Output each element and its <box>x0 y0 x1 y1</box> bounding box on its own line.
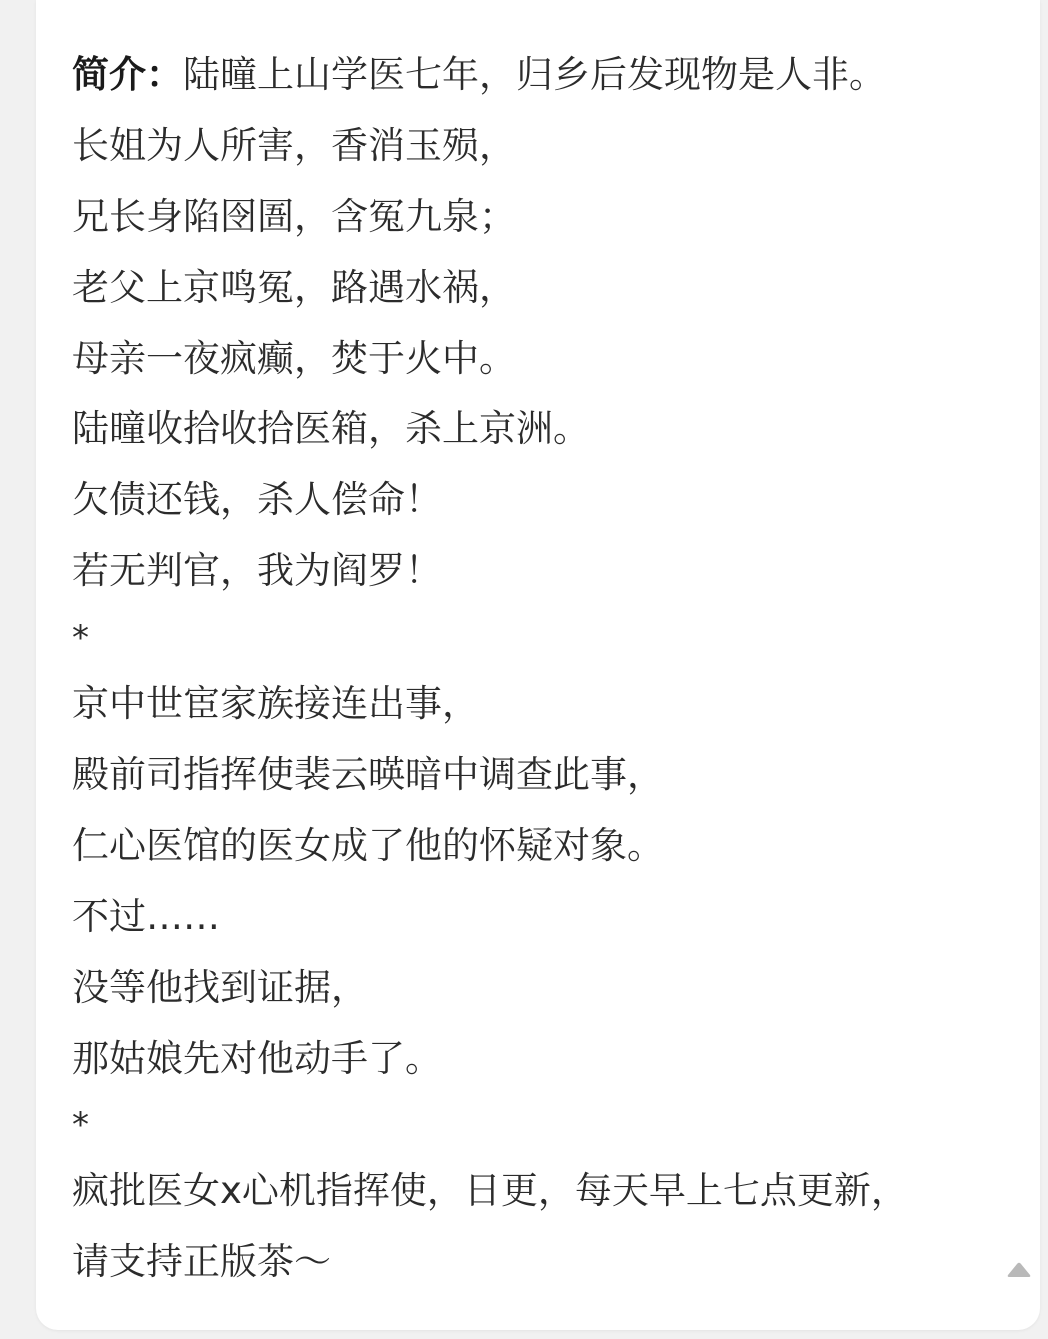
synopsis-line: 老父上京鸣冤，路遇水祸， <box>72 265 516 309</box>
section-separator: * <box>72 1105 89 1146</box>
synopsis-label: 简介： <box>72 53 183 96</box>
section-separator: * <box>72 618 89 659</box>
synopsis-line: 长姐为人所害，香消玉殒， <box>72 123 516 167</box>
synopsis-line: 没等他找到证据， <box>72 965 368 1009</box>
synopsis-line: 那姑娘先对他动手了。 <box>72 1036 442 1080</box>
synopsis-line: 不过…… <box>72 894 220 938</box>
synopsis-line: 疯批医女x心机指挥使，日更，每天早上七点更新， <box>72 1169 908 1213</box>
caret-up-icon <box>1004 1258 1034 1280</box>
synopsis-line: 仁心医馆的医女成了他的怀疑对象。 <box>72 823 664 867</box>
synopsis-first-line <box>72 40 1022 111</box>
synopsis-line: 京中世宦家族接连出事， <box>72 682 479 726</box>
synopsis-line: 殿前司指挥使裴云暎暗中调查此事， <box>72 753 664 797</box>
synopsis-line: 若无判官，我为阎罗！ <box>72 549 442 593</box>
synopsis-line: 请支持正版茶～ <box>72 1240 331 1284</box>
collapse-button[interactable] <box>1004 1258 1034 1280</box>
synopsis-intro: 陆曈上山学医七年，归乡后发现物是人非。 <box>183 53 886 96</box>
synopsis-line: 母亲一夜疯癫，焚于火中。 <box>72 336 516 380</box>
synopsis-line: 兄长身陷囹圄，含冤九泉； <box>72 194 516 238</box>
synopsis-text <box>72 40 1022 1298</box>
synopsis-line: 陆曈收拾收拾医箱，杀上京洲。 <box>72 407 590 451</box>
synopsis-line: 欠债还钱，杀人偿命！ <box>72 478 442 522</box>
synopsis-card <box>36 0 1040 1330</box>
